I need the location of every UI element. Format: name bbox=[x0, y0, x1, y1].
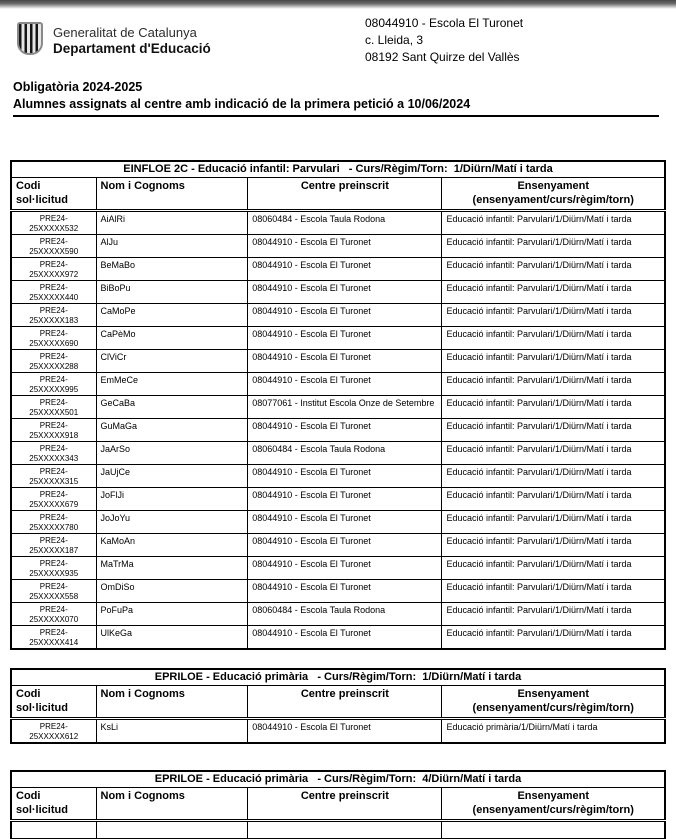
cell-ensenyament-text: Educació infantil: Parvulari/1/Diürn/Matí i tarda bbox=[446, 260, 632, 270]
cell-codi-sollicitud bbox=[11, 281, 96, 304]
cell-ensenyament bbox=[442, 373, 665, 396]
cell-centre-preinscrit bbox=[248, 211, 442, 235]
table-header-row bbox=[11, 686, 665, 719]
student-row bbox=[11, 419, 665, 442]
cell-codi-sollicitud-text: PRE24- bbox=[39, 536, 68, 545]
cell-codi-sollicitud-text: 25XXXXX440 bbox=[29, 292, 79, 302]
cell-ensenyament bbox=[442, 719, 665, 744]
cell-codi-sollicitud-text: PRE24- bbox=[39, 722, 68, 731]
cell-ensenyament-text: Educació infantil: Parvulari/1/Diürn/Matí i tarda bbox=[446, 237, 632, 247]
cell-centre-preinscrit-text: 08060484 - Escola Taula Rodona bbox=[252, 214, 386, 224]
cell-ensenyament-text: Educació infantil: Parvulari/1/Diürn/Matí i tarda bbox=[446, 283, 632, 293]
cell-codi-sollicitud-text: 25XXXXX183 bbox=[29, 315, 79, 325]
cell-ensenyament-text: Educació infantil: Parvulari/1/Diürn/Matí i tarda bbox=[446, 398, 632, 408]
cell-codi-sollicitud-text: 25XXXXX414 bbox=[29, 637, 79, 647]
cell-nom-cognoms-text: UlKeGa bbox=[100, 628, 133, 638]
cell-codi-sollicitud bbox=[11, 488, 96, 511]
cell-centre-preinscrit bbox=[248, 442, 442, 465]
cell-centre-preinscrit-text: 08044910 - Escola El Turonet bbox=[252, 421, 371, 431]
cell-codi-sollicitud-text: 25XXXXX690 bbox=[29, 338, 79, 348]
cell-centre-preinscrit-text: 08044910 - Escola El Turonet bbox=[252, 237, 371, 247]
column-header-centre: Centre preinscrit bbox=[248, 788, 442, 821]
cell-ensenyament-text: Educació infantil: Parvulari/1/Diürn/Matí i tarda bbox=[446, 306, 632, 316]
cell-codi-sollicitud-text: PRE24- bbox=[39, 329, 68, 338]
cell-centre-preinscrit-text: 08044910 - Escola El Turonet bbox=[252, 536, 371, 546]
column-header-ens-line2: (ensenyament/curs/règim/torn) bbox=[472, 193, 634, 206]
empty-partial-row bbox=[11, 821, 665, 839]
cell-codi-sollicitud bbox=[11, 419, 96, 442]
cell-ensenyament-text: Educació infantil: Parvulari/1/Diürn/Matí i tarda bbox=[446, 582, 632, 592]
column-header-codi-line1: Codi bbox=[16, 688, 41, 700]
cell-ensenyament-text: Educació infantil: Parvulari/1/Diürn/Matí i tarda bbox=[446, 329, 632, 339]
cell-centre-preinscrit bbox=[248, 304, 442, 327]
cell-codi-sollicitud-text: PRE24- bbox=[39, 398, 68, 407]
cell-codi-sollicitud bbox=[11, 304, 96, 327]
cell-codi-sollicitud-text: PRE24- bbox=[39, 375, 68, 384]
student-row bbox=[11, 534, 665, 557]
cell-nom-cognoms-text: KaMoAn bbox=[100, 536, 136, 546]
cell-ensenyament-text: Educació infantil: Parvulari/1/Diürn/Matí i tarda bbox=[446, 467, 632, 477]
organization-block bbox=[53, 25, 211, 57]
cell-nom-cognoms-text: KsLi bbox=[100, 722, 119, 732]
student-row bbox=[11, 719, 665, 744]
cell-centre-preinscrit-text: 08044910 - Escola El Turonet bbox=[252, 559, 371, 569]
cell-codi-sollicitud bbox=[11, 442, 96, 465]
cell-ensenyament bbox=[442, 534, 665, 557]
cell-nom-cognoms-text: EmMeCe bbox=[100, 375, 139, 385]
cell-nom-cognoms bbox=[96, 396, 248, 419]
cell-nom-cognoms bbox=[96, 304, 248, 327]
cell-codi-sollicitud-text: 25XXXXX780 bbox=[29, 522, 79, 532]
column-header-centre: Centre preinscrit bbox=[248, 686, 442, 719]
cell-codi-sollicitud-text: 25XXXXX679 bbox=[29, 499, 79, 509]
cell-ensenyament-text: Educació infantil: Parvulari/1/Diürn/Matí i tarda bbox=[446, 628, 632, 638]
cell-ensenyament bbox=[442, 603, 665, 626]
cell-codi-sollicitud bbox=[11, 327, 96, 350]
cell-codi-sollicitud bbox=[11, 626, 96, 650]
cell-codi-sollicitud-text: 25XXXXX995 bbox=[29, 384, 79, 394]
organization-name: Generalitat de Catalunya bbox=[53, 25, 197, 40]
student-row bbox=[11, 235, 665, 258]
empty-cell bbox=[442, 821, 665, 839]
cell-centre-preinscrit bbox=[248, 419, 442, 442]
column-header-nom: Nom i Cognoms bbox=[96, 686, 248, 719]
cell-nom-cognoms bbox=[96, 442, 248, 465]
cell-nom-cognoms-text: JoJoYu bbox=[100, 513, 131, 523]
table-title-row bbox=[11, 771, 665, 788]
cell-centre-preinscrit-text: 08044910 - Escola El Turonet bbox=[252, 722, 371, 732]
document-title: Obligatòria 2024-2025 bbox=[13, 80, 143, 94]
cell-nom-cognoms-text: AiAlRi bbox=[100, 214, 126, 224]
document-titles bbox=[13, 79, 659, 117]
empty-cell bbox=[96, 821, 248, 839]
center-address-block bbox=[365, 15, 523, 66]
cell-codi-sollicitud-text: PRE24- bbox=[39, 490, 68, 499]
student-row bbox=[11, 442, 665, 465]
cell-codi-sollicitud-text: 25XXXXX288 bbox=[29, 361, 79, 371]
cell-centre-preinscrit bbox=[248, 534, 442, 557]
cell-nom-cognoms-text: MaTrMa bbox=[100, 559, 134, 569]
cell-nom-cognoms-text: JaArSo bbox=[100, 444, 131, 454]
student-row bbox=[11, 304, 665, 327]
column-header-codi-line2: sol·licitud bbox=[16, 701, 68, 714]
cell-codi-sollicitud bbox=[11, 603, 96, 626]
cell-codi-sollicitud bbox=[11, 235, 96, 258]
cell-ensenyament bbox=[442, 626, 665, 650]
cell-nom-cognoms bbox=[96, 211, 248, 235]
assignments-table-eprioe-torn4 bbox=[10, 770, 666, 839]
column-header-ensenyament bbox=[442, 686, 665, 719]
cell-nom-cognoms-text: CaPèMo bbox=[100, 329, 136, 339]
cell-nom-cognoms bbox=[96, 235, 248, 258]
student-row bbox=[11, 580, 665, 603]
cell-centre-preinscrit bbox=[248, 603, 442, 626]
cell-codi-sollicitud-text: 25XXXXX918 bbox=[29, 430, 79, 440]
cell-centre-preinscrit-text: 08044910 - Escola El Turonet bbox=[252, 467, 371, 477]
cell-ensenyament bbox=[442, 419, 665, 442]
cell-nom-cognoms bbox=[96, 327, 248, 350]
student-row bbox=[11, 281, 665, 304]
column-header-ens-line2: (ensenyament/curs/règim/torn) bbox=[472, 803, 634, 816]
cell-codi-sollicitud-text: 25XXXXX070 bbox=[29, 614, 79, 624]
cell-ensenyament bbox=[442, 511, 665, 534]
cell-codi-sollicitud-text: PRE24- bbox=[39, 237, 68, 246]
student-row bbox=[11, 557, 665, 580]
cell-codi-sollicitud-text: PRE24- bbox=[39, 444, 68, 453]
cell-centre-preinscrit bbox=[248, 327, 442, 350]
cell-centre-preinscrit bbox=[248, 719, 442, 744]
empty-cell bbox=[11, 821, 96, 839]
cell-codi-sollicitud-text: 25XXXXX935 bbox=[29, 568, 79, 578]
cell-codi-sollicitud bbox=[11, 465, 96, 488]
table-title-row bbox=[11, 669, 665, 686]
cell-codi-sollicitud-text: 25XXXXX590 bbox=[29, 246, 79, 256]
cell-centre-preinscrit bbox=[248, 511, 442, 534]
cell-codi-sollicitud bbox=[11, 258, 96, 281]
cell-nom-cognoms-text: PoFuPa bbox=[100, 605, 134, 615]
cell-codi-sollicitud-text: 25XXXXX187 bbox=[29, 545, 79, 555]
student-row bbox=[11, 626, 665, 650]
cell-nom-cognoms-text: JaUjCe bbox=[100, 467, 131, 477]
cell-ensenyament bbox=[442, 350, 665, 373]
table-title: EINFLOE 2C - Educació infantil: Parvulari - Curs/Règim/Torn: 1/Diürn/Matí i tarda bbox=[11, 161, 665, 178]
cell-codi-sollicitud bbox=[11, 534, 96, 557]
cell-codi-sollicitud-text: PRE24- bbox=[39, 260, 68, 269]
cell-centre-preinscrit bbox=[248, 488, 442, 511]
table-header-row bbox=[11, 178, 665, 211]
column-header-centre: Centre preinscrit bbox=[248, 178, 442, 211]
cell-codi-sollicitud-text: PRE24- bbox=[39, 513, 68, 522]
student-row bbox=[11, 511, 665, 534]
cell-nom-cognoms bbox=[96, 626, 248, 650]
cell-nom-cognoms-text: AlJu bbox=[100, 237, 119, 247]
cell-codi-sollicitud-text: 25XXXXX343 bbox=[29, 453, 79, 463]
cell-codi-sollicitud-text: PRE24- bbox=[39, 352, 68, 361]
cell-codi-sollicitud-text: PRE24- bbox=[39, 605, 68, 614]
cell-nom-cognoms-text: CaMoPe bbox=[100, 306, 136, 316]
cell-codi-sollicitud-text: PRE24- bbox=[39, 582, 68, 591]
cell-nom-cognoms bbox=[96, 511, 248, 534]
window-top-edge bbox=[0, 0, 676, 9]
cell-codi-sollicitud-text: PRE24- bbox=[39, 214, 68, 223]
column-header-ens-line1: Ensenyament bbox=[517, 790, 589, 802]
table-header-row bbox=[11, 788, 665, 821]
column-header-codi bbox=[11, 788, 96, 821]
student-row bbox=[11, 350, 665, 373]
assignments-table-einfloe-2c bbox=[10, 160, 666, 650]
cell-centre-preinscrit bbox=[248, 557, 442, 580]
table-title-row bbox=[11, 161, 665, 178]
cell-ensenyament bbox=[442, 396, 665, 419]
cell-centre-preinscrit-text: 08044910 - Escola El Turonet bbox=[252, 513, 371, 523]
cell-codi-sollicitud bbox=[11, 580, 96, 603]
cell-ensenyament-text: Educació infantil: Parvulari/1/Diürn/Matí i tarda bbox=[446, 375, 632, 385]
cell-centre-preinscrit bbox=[248, 350, 442, 373]
column-header-nom: Nom i Cognoms bbox=[96, 178, 248, 211]
cell-nom-cognoms bbox=[96, 281, 248, 304]
column-header-codi-line1: Codi bbox=[16, 180, 41, 192]
cell-codi-sollicitud-text: PRE24- bbox=[39, 283, 68, 292]
cell-nom-cognoms-text: JoFlJi bbox=[100, 490, 125, 500]
column-header-codi bbox=[11, 686, 96, 719]
cell-ensenyament-text: Educació infantil: Parvulari/1/Diürn/Matí i tarda bbox=[446, 559, 632, 569]
cell-ensenyament bbox=[442, 442, 665, 465]
cell-centre-preinscrit-text: 08044910 - Escola El Turonet bbox=[252, 628, 371, 638]
cell-ensenyament bbox=[442, 258, 665, 281]
cell-centre-preinscrit-text: 08077061 - Institut Escola Onze de Setembre bbox=[252, 398, 435, 408]
cell-nom-cognoms-text: ClViCr bbox=[100, 352, 127, 362]
cell-nom-cognoms-text: GeCaBa bbox=[100, 398, 136, 408]
student-row bbox=[11, 373, 665, 396]
student-row bbox=[11, 396, 665, 419]
cell-codi-sollicitud bbox=[11, 396, 96, 419]
cell-ensenyament bbox=[442, 304, 665, 327]
cell-codi-sollicitud-text: 25XXXXX972 bbox=[29, 269, 79, 279]
cell-nom-cognoms bbox=[96, 258, 248, 281]
cell-ensenyament bbox=[442, 327, 665, 350]
cell-nom-cognoms bbox=[96, 603, 248, 626]
cell-ensenyament-text: Educació infantil: Parvulari/1/Diürn/Matí i tarda bbox=[446, 490, 632, 500]
cell-codi-sollicitud-text: PRE24- bbox=[39, 559, 68, 568]
cell-centre-preinscrit bbox=[248, 258, 442, 281]
column-header-ens-line1: Ensenyament bbox=[517, 688, 589, 700]
cell-centre-preinscrit-text: 08044910 - Escola El Turonet bbox=[252, 306, 371, 316]
cell-centre-preinscrit-text: 08044910 - Escola El Turonet bbox=[252, 375, 371, 385]
column-header-codi bbox=[11, 178, 96, 211]
cell-ensenyament-text: Educació infantil: Parvulari/1/Diürn/Matí i tarda bbox=[446, 536, 632, 546]
cell-nom-cognoms bbox=[96, 557, 248, 580]
cell-nom-cognoms bbox=[96, 373, 248, 396]
cell-codi-sollicitud-text: 25XXXXX532 bbox=[29, 223, 79, 233]
column-header-codi-line2: sol·licitud bbox=[16, 193, 68, 206]
cell-ensenyament-text: Educació infantil: Parvulari/1/Diürn/Matí i tarda bbox=[446, 444, 632, 454]
cell-centre-preinscrit-text: 08044910 - Escola El Turonet bbox=[252, 352, 371, 362]
cell-codi-sollicitud-text: PRE24- bbox=[39, 628, 68, 637]
cell-nom-cognoms-text: BeMaBo bbox=[100, 260, 136, 270]
cell-nom-cognoms bbox=[96, 419, 248, 442]
cell-codi-sollicitud-text: 25XXXXX612 bbox=[29, 731, 79, 741]
cell-nom-cognoms bbox=[96, 488, 248, 511]
cell-codi-sollicitud-text: 25XXXXX501 bbox=[29, 407, 79, 417]
cell-centre-preinscrit bbox=[248, 580, 442, 603]
cell-nom-cognoms bbox=[96, 719, 248, 744]
student-row bbox=[11, 327, 665, 350]
student-row bbox=[11, 465, 665, 488]
cell-nom-cognoms bbox=[96, 580, 248, 603]
column-header-ens-line2: (ensenyament/curs/règim/torn) bbox=[472, 701, 634, 714]
cell-centre-preinscrit bbox=[248, 235, 442, 258]
cell-nom-cognoms-text: OmDiSo bbox=[100, 582, 135, 592]
cell-codi-sollicitud bbox=[11, 719, 96, 744]
cell-codi-sollicitud bbox=[11, 511, 96, 534]
cell-ensenyament bbox=[442, 580, 665, 603]
cell-centre-preinscrit bbox=[248, 396, 442, 419]
cell-codi-sollicitud-text: 25XXXXX558 bbox=[29, 591, 79, 601]
cell-ensenyament bbox=[442, 465, 665, 488]
student-row bbox=[11, 488, 665, 511]
document-subtitle: Alumnes assignats al centre amb indicació de la primera petició a 10/06/2024 bbox=[13, 96, 659, 117]
cell-codi-sollicitud-text: PRE24- bbox=[39, 306, 68, 315]
table-title: EPRILOE - Educació primària - Curs/Règim/Torn: 4/Diürn/Matí i tarda bbox=[11, 771, 665, 788]
department-name: Departament d'Educació bbox=[53, 41, 211, 56]
cell-codi-sollicitud bbox=[11, 373, 96, 396]
cell-ensenyament-text: Educació infantil: Parvulari/1/Diürn/Matí i tarda bbox=[446, 214, 632, 224]
student-row bbox=[11, 603, 665, 626]
column-header-ensenyament bbox=[442, 788, 665, 821]
cell-codi-sollicitud bbox=[11, 350, 96, 373]
cell-ensenyament bbox=[442, 211, 665, 235]
cell-nom-cognoms bbox=[96, 534, 248, 557]
center-code-name: 08044910 - Escola El Turonet bbox=[365, 16, 524, 30]
cell-centre-preinscrit bbox=[248, 373, 442, 396]
cell-nom-cognoms bbox=[96, 350, 248, 373]
student-row bbox=[11, 258, 665, 281]
table-title: EPRILOE - Educació primària - Curs/Règim/Torn: 1/Diürn/Matí i tarda bbox=[11, 669, 665, 686]
cell-ensenyament-text: Educació infantil: Parvulari/1/Diürn/Matí i tarda bbox=[446, 605, 632, 615]
column-header-nom: Nom i Cognoms bbox=[96, 788, 248, 821]
cell-ensenyament bbox=[442, 488, 665, 511]
cell-centre-preinscrit bbox=[248, 281, 442, 304]
cell-centre-preinscrit-text: 08044910 - Escola El Turonet bbox=[252, 329, 371, 339]
cell-ensenyament-text: Educació infantil: Parvulari/1/Diürn/Matí i tarda bbox=[446, 421, 632, 431]
cell-codi-sollicitud-text: PRE24- bbox=[39, 421, 68, 430]
cell-codi-sollicitud-text: 25XXXXX315 bbox=[29, 476, 79, 486]
student-row bbox=[11, 211, 665, 235]
column-header-codi-line2: sol·licitud bbox=[16, 803, 68, 816]
center-street: c. Lleida, 3 bbox=[365, 33, 424, 47]
column-header-ensenyament bbox=[442, 178, 665, 211]
cell-centre-preinscrit-text: 08060484 - Escola Taula Rodona bbox=[252, 605, 386, 615]
cell-nom-cognoms-text: GuMaGa bbox=[100, 421, 138, 431]
generalitat-senyera-logo-icon bbox=[17, 22, 43, 55]
cell-nom-cognoms-text: BiBoPu bbox=[100, 283, 131, 293]
cell-centre-preinscrit bbox=[248, 626, 442, 650]
cell-ensenyament-text: Educació infantil: Parvulari/1/Diürn/Matí i tarda bbox=[446, 352, 632, 362]
cell-centre-preinscrit-text: 08060484 - Escola Taula Rodona bbox=[252, 444, 386, 454]
column-header-ens-line1: Ensenyament bbox=[517, 180, 589, 192]
cell-centre-preinscrit-text: 08044910 - Escola El Turonet bbox=[252, 490, 371, 500]
empty-cell bbox=[248, 821, 442, 839]
cell-ensenyament bbox=[442, 281, 665, 304]
cell-ensenyament-text: Educació infantil: Parvulari/1/Diürn/Matí i tarda bbox=[446, 513, 632, 523]
cell-codi-sollicitud bbox=[11, 557, 96, 580]
cell-centre-preinscrit-text: 08044910 - Escola El Turonet bbox=[252, 260, 371, 270]
center-city: 08192 Sant Quirze del Vallès bbox=[365, 50, 520, 64]
cell-nom-cognoms bbox=[96, 465, 248, 488]
cell-ensenyament bbox=[442, 235, 665, 258]
cell-codi-sollicitud-text: PRE24- bbox=[39, 467, 68, 476]
cell-ensenyament bbox=[442, 557, 665, 580]
cell-centre-preinscrit bbox=[248, 465, 442, 488]
cell-codi-sollicitud bbox=[11, 211, 96, 235]
cell-centre-preinscrit-text: 08044910 - Escola El Turonet bbox=[252, 582, 371, 592]
column-header-codi-line1: Codi bbox=[16, 790, 41, 802]
cell-centre-preinscrit-text: 08044910 - Escola El Turonet bbox=[252, 283, 371, 293]
assignments-table-eprioe-torn1 bbox=[10, 668, 666, 744]
cell-ensenyament-text: Educació primària/1/Diürn/Matí i tarda bbox=[446, 722, 598, 732]
